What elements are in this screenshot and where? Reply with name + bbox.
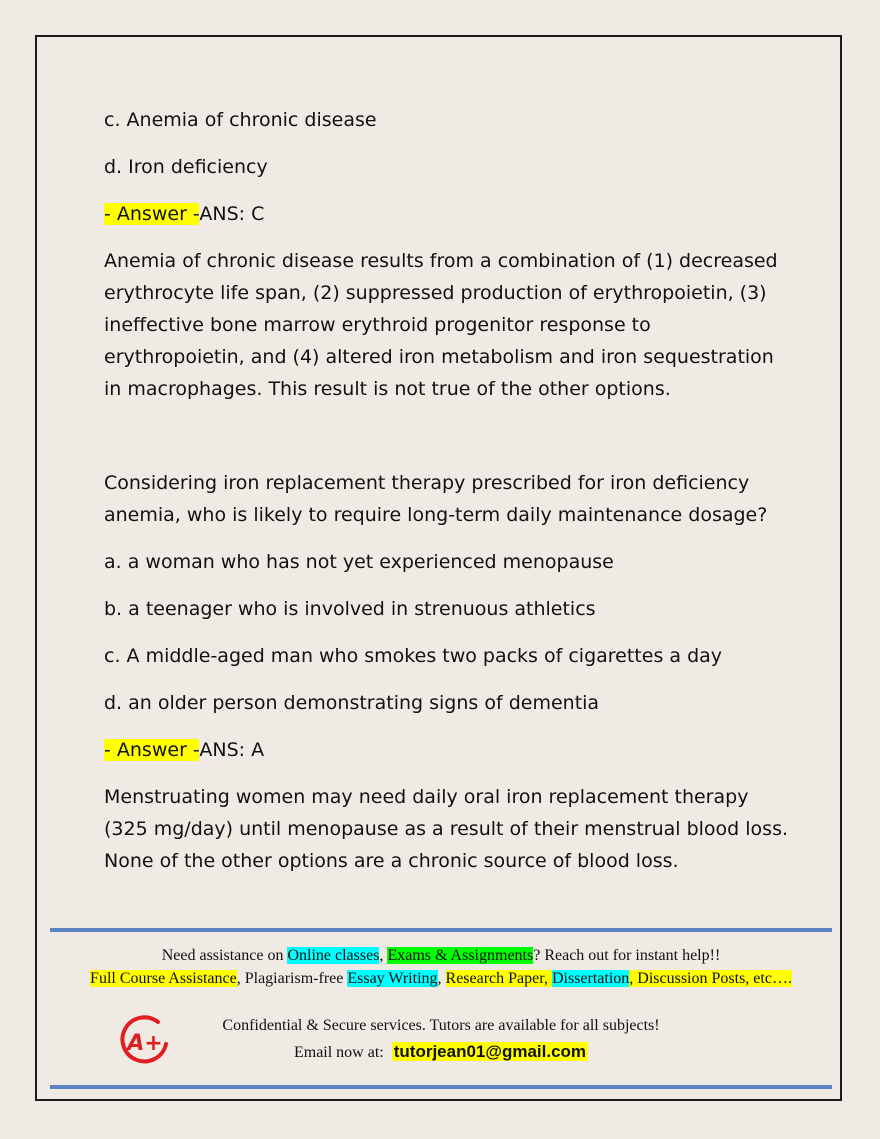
option-d-q2: d. an older person demonstrating signs of dementia [104, 692, 600, 714]
option-c-q2: c. A middle-aged man who smokes two packs of cigarettes a day [104, 645, 723, 667]
answer-q1 [104, 198, 794, 230]
answer-label: - Answer - [104, 203, 200, 225]
option-b-q2: b. a teenager who is involved in strenuous athletics [104, 598, 596, 620]
footer-line-2: Full Course Assistance, Plagiarism-free Essay Writing, Research Paper, Dissertation, Discussion Posts, etc…. [90, 970, 792, 987]
footer-bottom-rule [50, 1085, 832, 1089]
email-label: Email now at: [293, 1044, 384, 1061]
footer-top-rule [50, 928, 832, 932]
option-c-q1: c. Anemia of chronic disease [104, 109, 377, 131]
exams-link[interactable]: Exams & Assignments [387, 947, 534, 964]
research-link[interactable]: Research Paper, [445, 970, 552, 987]
option-a-q2: a. a woman who has not yet experienced menopause [104, 551, 614, 573]
footer-line-1: Need assistance on Online classes, Exams & Assignments? Reach out for instant help!! [161, 947, 721, 964]
discussion-link[interactable]: , Discussion Posts, etc…. [629, 970, 792, 987]
explanation-q1: Anemia of chronic disease results from a combination of (1) decreased erythrocyte life span, (2) suppressed production of erythropoietin, (3) ineffective bone marrow erythroid progenitor response to erythropoietin, and (4) altered iron metabolism and iron sequestration in macrophages. This result is not true of the other options. [104, 250, 778, 400]
essay-link[interactable]: Essay Writing [347, 970, 438, 987]
answer-value: ANS: A [199, 739, 265, 761]
option-d-q1: d. Iron deficiency [104, 156, 268, 178]
document-body [104, 104, 794, 892]
question-2: Considering iron replacement therapy prescribed for iron deficiency anemia, who is likely to require long-term daily maintenance dosage? [104, 472, 768, 526]
footer-ad-text [50, 944, 832, 990]
dissertation-link[interactable]: Dissertation [551, 970, 630, 987]
footer-contact [50, 1013, 832, 1066]
email-link[interactable]: tutorjean01@gmail.com [393, 1042, 587, 1061]
answer-value: ANS: C [199, 203, 265, 225]
explanation-q2: Menstruating women may need daily oral iron replacement therapy (325 mg/day) until menopause as a result of their menstrual blood loss. None of the other options are a chronic source of blood loss. [104, 786, 789, 872]
answer-q2 [104, 734, 794, 766]
online-classes-link[interactable]: Online classes [287, 947, 380, 964]
email-line [50, 1039, 832, 1066]
answer-label: - Answer - [104, 739, 200, 761]
confidential-text: Confidential & Secure services. Tutors are available for all subjects! [222, 1017, 660, 1034]
full-course-link[interactable]: Full Course Assistance [90, 970, 237, 987]
svg-text:A+: A+ [127, 1031, 163, 1056]
